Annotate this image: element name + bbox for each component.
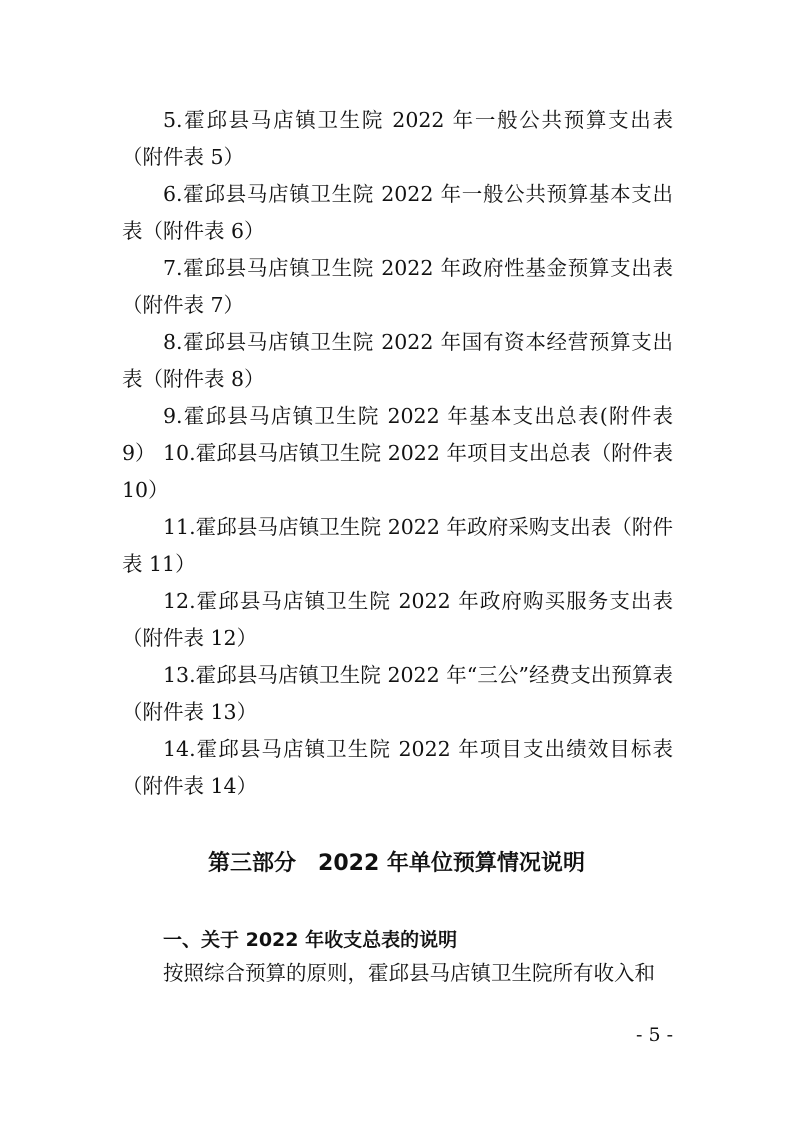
list-item-7: 7.霍邱县马店镇卫生院 2022 年政府性基金预算支出表（附件表 7）	[122, 256, 673, 317]
list-item-8: 8.霍邱县马店镇卫生院 2022 年国有资本经营预算支出表（附件表 8）	[122, 330, 673, 391]
list-item-5: 5.霍邱县马店镇卫生院 2022 年一般公共预算支出表（附件表 5）	[122, 108, 673, 169]
list-item-13: 13.霍邱县马店镇卫生院 2022 年“三公”经费支出预算表（附件表 13）	[122, 663, 673, 724]
page-number: - 5 -	[635, 1024, 673, 1046]
list-item-12: 12.霍邱县马店镇卫生院 2022 年政府购买服务支出表（附件表 12）	[122, 589, 673, 650]
body-paragraph: 按照综合预算的原则，霍邱县马店镇卫生院所有收入和	[163, 961, 655, 985]
list-item-9: 9.霍邱县马店镇卫生院 2022 年基本支出总表(附件表 9）	[122, 404, 673, 465]
list-item-6: 6.霍邱县马店镇卫生院 2022 年一般公共预算基本支出表（附件表 6）	[122, 182, 673, 243]
list-item-10: 10.霍邱县马店镇卫生院 2022 年项目支出总表（附件表 10）	[122, 441, 673, 502]
subsection-title: 一、关于 2022 年收支总表的说明	[163, 929, 458, 951]
list-item-11: 11.霍邱县马店镇卫生院 2022 年政府采购支出表（附件表 11）	[122, 515, 673, 576]
list-item-14: 14.霍邱县马店镇卫生院 2022 年项目支出绩效目标表（附件表 14）	[122, 737, 673, 798]
section-title: 第三部分 2022 年单位预算情况说明	[208, 851, 585, 876]
